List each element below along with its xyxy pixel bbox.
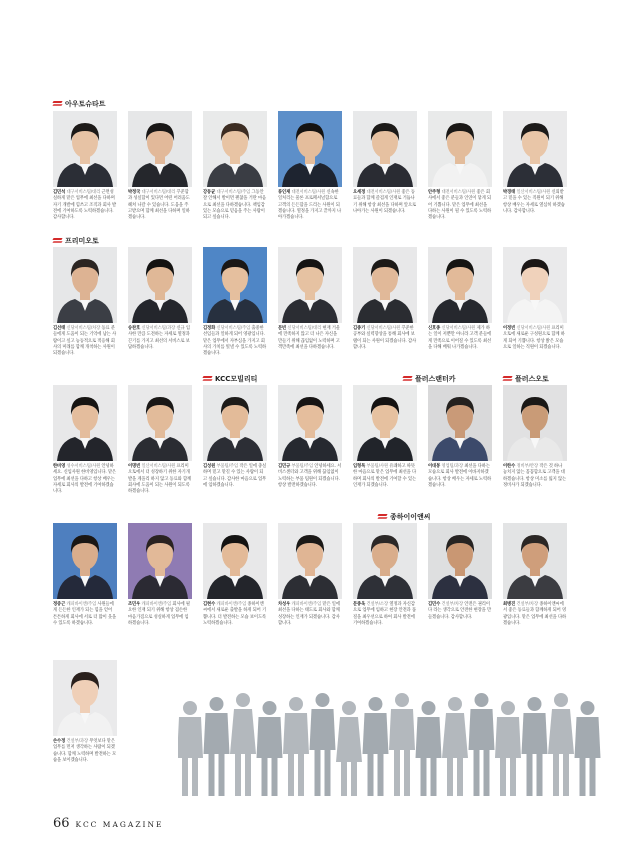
- staff-card: [278, 111, 342, 221]
- staff-photo: [503, 523, 567, 599]
- staff-caption: [503, 190, 567, 215]
- staff-caption: [128, 602, 192, 627]
- staff-role: 캐피바이앤/주임: [141, 602, 172, 607]
- staff-message: 제가 하는 일이 저뿐만 아니라 고객 분들에게 만족으로 이어질 수 있도록 최선을 다해 배워 나가겠습니다.: [428, 326, 492, 350]
- staff-photo: [203, 111, 267, 187]
- staff-card: [503, 247, 567, 351]
- person-silhouette: [363, 697, 389, 796]
- staff-photo: [503, 111, 567, 187]
- staff-photo: [278, 523, 342, 599]
- staff-name: 김민석: [53, 190, 66, 195]
- staff-card: [203, 385, 267, 489]
- company-logo-icon: [203, 376, 212, 382]
- staff-caption: [428, 190, 492, 221]
- staff-role: 영업팀/과장: [441, 464, 464, 469]
- staff-caption: [353, 326, 417, 351]
- section-header: [378, 511, 431, 523]
- person-silhouette: [442, 697, 468, 796]
- staff-name: 박정국: [128, 190, 141, 195]
- staff-caption: [353, 602, 417, 627]
- staff-caption: [428, 464, 492, 489]
- staff-role: 신당서비스팀/대리: [287, 326, 322, 331]
- staff-role: 건설부/차장: [516, 602, 539, 607]
- staff-caption: [278, 190, 342, 221]
- staff-photo: [128, 247, 192, 323]
- staff-caption: [53, 464, 117, 495]
- staff-role: 부품팀/사원: [366, 464, 389, 469]
- staff-photo: [53, 247, 117, 323]
- staff-message: 신규 입사한 만큼 도전하는 자세로 열정과 끈기를 가지고 최선의 서비스로 보답하겠습니다.: [128, 326, 190, 350]
- staff-name: 김정화: [203, 326, 216, 331]
- staff-role: 신당서비스팀/차장: [66, 326, 101, 331]
- section-title: KCC모빌리티: [215, 375, 258, 383]
- staff-caption: [353, 190, 417, 215]
- staff-caption: [353, 464, 417, 489]
- staff-caption: [53, 739, 117, 764]
- staff-name: 박경태: [503, 190, 516, 195]
- staff-name: 오세정: [353, 190, 366, 195]
- staff-photo: [128, 111, 192, 187]
- staff-message: 프리미오토에서 더 성장하기 위한 자기개발을 게을리 하지 않고 동료와 함께 회사에 도움이 되는 사원이 되도록 하겠습니다.: [128, 464, 192, 495]
- staff-card: [278, 247, 342, 351]
- staff-message: 꾸준한 공부와 실력향상을 통해 회사에 보탬이 되는 사원이 되겠습니다. 감사합니다.: [353, 326, 417, 350]
- staff-role: 정비부/반장: [516, 464, 539, 469]
- staff-card: [503, 111, 567, 215]
- page-footer: [53, 816, 164, 831]
- staff-name: 김민규: [278, 464, 291, 469]
- staff-card: [53, 111, 117, 221]
- staff-role: 일산서비스팀/사원: [516, 190, 551, 195]
- person-silhouette: [575, 701, 601, 796]
- staff-role: 부품팀/주임: [216, 464, 239, 469]
- staff-message: 프리미오토에 새로운 구성원으로 함께 하게 되어 기쁩니다. 항상 밝은 모습으로 일하는 직원이 되겠습니다.: [503, 326, 565, 350]
- company-logo-icon: [53, 101, 62, 107]
- staff-role: 신당서비스팀/사원: [516, 326, 551, 331]
- staff-name: 이정빈: [503, 326, 516, 331]
- staff-role: 캐피바이앤/주임: [291, 602, 322, 607]
- staff-name: 문빈: [278, 326, 287, 331]
- person-silhouette: [548, 693, 574, 796]
- staff-message: 사원들에게 든든한 인재가 되는 힘을 얻어 튼튼하게 회사에 서로 더 많이 웃을 수 있도록 하겠습니다.: [53, 602, 117, 626]
- person-silhouette: [230, 693, 256, 796]
- staff-card: [503, 523, 567, 627]
- staff-caption: [428, 602, 492, 621]
- staff-card: [353, 523, 417, 627]
- staff-role: 대구서비스팀/대리: [141, 190, 176, 195]
- section-title: 프리미오토: [65, 237, 99, 245]
- staff-photo: [428, 111, 492, 187]
- staff-message: 작은 일에 충실하며 믿고 맡길 수 있는 사람이 되고 싶습니다. 감사한 마음으로 업무에 임하겠습니다.: [203, 464, 267, 488]
- staff-photo: [203, 523, 267, 599]
- person-silhouette: [416, 701, 442, 796]
- staff-role: 신당서비스팀/사원: [366, 326, 401, 331]
- person-silhouette: [283, 697, 309, 796]
- staff-caption: [278, 602, 342, 627]
- staff-message: 좋은 동료들과 함께 즐겁게 인재로 거듭나기 위해 항상 최선을 다하며 앞으로 나아가는 사원이 되겠습니다.: [353, 190, 417, 214]
- staff-caption: [278, 326, 342, 351]
- staff-photo: [353, 247, 417, 323]
- person-silhouette: [522, 697, 548, 796]
- staff-card: [428, 523, 492, 621]
- staff-role: 건설부/과장: [66, 739, 89, 744]
- staff-caption: [503, 464, 567, 489]
- staff-photo: [353, 111, 417, 187]
- section-title: 종하이이앤씨: [390, 513, 431, 521]
- staff-card: [203, 247, 267, 357]
- staff-name: 정중근: [53, 602, 66, 607]
- staff-name: 조민우: [128, 602, 141, 607]
- staff-name: 한비영: [53, 464, 66, 469]
- staff-name: 이한수: [503, 464, 516, 469]
- person-silhouette: [204, 697, 230, 796]
- staff-photo: [278, 111, 342, 187]
- staff-name: 김성원: [203, 464, 216, 469]
- staff-caption: [128, 190, 192, 221]
- staff-name: 최병진: [503, 602, 516, 607]
- staff-message: 그동안 잘 안해서 발이면 괜찮을 거란 마음으로 최선을 다하겠습니다. 책임감 있는 모습으로 믿음을 주는 사람이 되고 싶습니다.: [203, 190, 267, 221]
- staff-photo: [53, 660, 117, 736]
- person-silhouette: [495, 701, 521, 796]
- staff-photo: [353, 385, 417, 461]
- staff-role: 대구서비스팀/대리: [66, 190, 101, 195]
- section-header: [403, 373, 456, 385]
- staff-name: 손수정: [53, 739, 66, 744]
- staff-name: 문종욱: [353, 602, 366, 607]
- business-people-silhouette-icon: [178, 686, 606, 798]
- section-header: [53, 235, 99, 247]
- staff-message: 근면성실하게 맡은 업무에 최선을 다하며 자기 개발에 힘쓰고 조직과 회사 발전에 기여하도록 노력하겠습니다. 감사합니다.: [53, 190, 117, 221]
- staff-role: 캐피바이앤/주임: [216, 602, 247, 607]
- staff-message: 현재 거울에 만족하지 않고 더 나은 자신을 만들기 위해 끊임없이 노력하며 고객만족에 최선을 다하겠습니다.: [278, 326, 340, 350]
- staff-photo: [203, 247, 267, 323]
- staff-name: 김현수: [203, 602, 216, 607]
- staff-role: 건설부/소장: [366, 602, 389, 607]
- staff-caption: [503, 326, 567, 351]
- person-silhouette: [178, 701, 203, 796]
- company-logo-icon: [378, 514, 387, 520]
- staff-photo: [278, 385, 342, 461]
- staff-photo: [203, 385, 267, 461]
- staff-role: 캐피바이앤/주임: [66, 602, 97, 607]
- staff-caption: [128, 326, 192, 351]
- staff-role: 대구서비스팀/주임: [216, 190, 251, 195]
- staff-name: 김민수: [428, 602, 441, 607]
- staff-card: [128, 247, 192, 351]
- staff-name: 김선태: [53, 326, 66, 331]
- staff-card: [128, 523, 192, 627]
- staff-message: 출중한 선임들과 일하게 되어 영광입니다. 맡은 업무에서 자부심을 가지고 회사의 가치를 빛낼 수 있도록 노력하겠습니다.: [203, 326, 267, 357]
- staff-card: [428, 111, 492, 221]
- staff-message: 안전은 권리이다 라는 생각으로 안전한 현장을 만들겠습니다. 감사합니다.: [428, 602, 492, 620]
- staff-message: 회사에 필요한 인재 되기 위해 항상 겸손한 마음가짐으로 성실하게 업무에 임하겠습니다.: [128, 602, 190, 626]
- staff-photo: [428, 385, 492, 461]
- staff-role: 건설부/차장: [441, 602, 464, 607]
- staff-name: 신호종: [428, 326, 441, 331]
- staff-name: 송찬호: [128, 326, 141, 331]
- staff-card: [278, 385, 342, 489]
- staff-message: 꾸준함과 성실함이 있다면 어떤 어려움도 헤쳐 나갈 수 있습니다. 도움을 주고받으며 함께 최선을 다하며 일하겠습니다.: [128, 190, 190, 221]
- staff-message: 안녕하세요. 신입사원 한비영입니다. 맡은 업무에 최선을 다하고 항상 배우는 자세로 회사의 발전에 기여하겠습니다.: [53, 464, 117, 495]
- staff-card: [53, 523, 117, 627]
- staff-role: 일산서비스팀/사원: [141, 464, 176, 469]
- staff-role: 신당서비스팀/주임: [216, 326, 251, 331]
- staff-card: [353, 247, 417, 351]
- staff-card: [128, 111, 192, 221]
- staff-message: 맡은 일에 최선을 다하는 태도로 회사와 함께 성장하는 인재가 되겠습니다. 감사합니다.: [278, 602, 340, 626]
- staff-name: 이대봉: [428, 464, 441, 469]
- company-logo-icon: [53, 238, 62, 244]
- staff-caption: [278, 464, 342, 489]
- staff-card: [353, 385, 417, 489]
- section-title: 플러스오토: [515, 375, 549, 383]
- staff-photo: [503, 247, 567, 323]
- staff-message: 최선을 다하는 모습으로 회사 발전에 이바지하겠습니다. 항상 배우는 자세로 노력하겠습니다.: [428, 464, 492, 488]
- company-logo-icon: [503, 376, 512, 382]
- staff-caption: [203, 326, 267, 357]
- person-silhouette: [336, 701, 362, 796]
- section-header: [203, 373, 257, 385]
- staff-caption: [53, 190, 117, 221]
- staff-card: [203, 111, 267, 221]
- staff-role: 부품팀/주임: [291, 464, 314, 469]
- staff-name: 안주형: [428, 190, 441, 195]
- section-title: 아우토슈타트: [65, 100, 106, 108]
- staff-card: [428, 385, 492, 489]
- staff-caption: [128, 464, 192, 495]
- staff-photo: [428, 247, 492, 323]
- section-title: 플러스랜터카: [415, 375, 456, 383]
- person-silhouette: [310, 693, 336, 796]
- staff-photo: [278, 247, 342, 323]
- staff-caption: [503, 602, 567, 627]
- staff-message: 유쾌하고 따뜻한 마음으로 맡은 업무에 최선을 다하며 회사의 발전에 기여할 수 있는 인재가 되겠습니다.: [353, 464, 417, 488]
- staff-message: 좋은 회사에서 좋은 분들과 인연이 닿게 되어 기쁩니다. 맡은 업무에 최선을 다하는 사원이 될 수 있도록 노력하겠습니다.: [428, 190, 492, 221]
- staff-message: 무엇보다 맡은 업무를 먼저 생각하는 사람이 되겠습니다. 함께 노력하며 발전하는 모습을 보이겠습니다.: [53, 739, 117, 763]
- staff-card: [503, 385, 567, 489]
- staff-photo: [128, 523, 192, 599]
- staff-photo: [503, 385, 567, 461]
- staff-card: [128, 385, 192, 495]
- staff-name: 차성우: [278, 602, 291, 607]
- staff-card: [353, 111, 417, 215]
- staff-message: 종하이앤씨에서 좋은 동료들과 함께하게 되어 영광입니다. 맡은 업무에 최선을 다하겠습니다.: [503, 602, 567, 626]
- staff-caption: [428, 326, 492, 351]
- staff-caption: [203, 464, 267, 489]
- staff-message: 작은 것 하나 놓치지 않는 꼼꼼함으로 고객을 대하겠습니다. 항상 미소를 잃지 않는 정비사가 되겠습니다.: [503, 464, 567, 488]
- person-silhouette: [469, 693, 495, 796]
- person-silhouette: [257, 701, 283, 796]
- staff-name: 류인재: [278, 190, 291, 195]
- staff-caption: [53, 602, 117, 627]
- staff-message: 안녕하세요. 서비스센터와 고객을 위해 끊임없이 노력하는 부품 팀원이 되겠습니다. 항상 발전하겠습니다.: [278, 464, 342, 488]
- staff-card: [53, 385, 117, 495]
- staff-name: 강동균: [203, 190, 216, 195]
- staff-message: 동료 분들에게 도움이 되는 기억에 남는 사람이고 싶고 능동적으로 적응해 회사의 미래를 함께 개척하는 사원이 되겠습니다.: [53, 326, 117, 357]
- staff-name: 김종기: [353, 326, 366, 331]
- staff-photo: [53, 523, 117, 599]
- person-silhouette: [389, 693, 415, 796]
- magazine-name: KCC MAGAZINE: [75, 820, 164, 829]
- staff-name: 이명빈: [128, 464, 141, 469]
- staff-card: [428, 247, 492, 351]
- staff-message: 열정과 자신감으로 업무에 임하고 현장 안전과 품질을 최우선으로 하여 회사 발전에 기여하겠습니다.: [353, 602, 417, 626]
- staff-card: [203, 523, 267, 627]
- section-header: [503, 373, 549, 385]
- staff-card: [53, 247, 117, 357]
- staff-role: 대전서비스팀/사원: [441, 190, 476, 195]
- page-number: 66: [53, 816, 70, 831]
- company-logo-icon: [403, 376, 412, 382]
- staff-role: 대전서비스팀/사원: [366, 190, 401, 195]
- staff-message: 신속한 일처리는 물론 프로페셔널함으로 고객의 든든함을 드리는 사원이 되겠습니다. 열정을 가지고 끝까지 나아가겠습니다.: [278, 190, 342, 221]
- staff-photo: [53, 385, 117, 461]
- staff-caption: [203, 602, 267, 627]
- staff-role: 성수서비스팀/사원: [66, 464, 101, 469]
- staff-caption: [53, 326, 117, 357]
- staff-card: [278, 523, 342, 627]
- staff-photo: [128, 385, 192, 461]
- staff-role: 신당서비스팀/사원: [441, 326, 476, 331]
- staff-message: 종하이앤씨에서 새로운 출발을 하게 되어 기쁩니다. 더 발전하는 모습 보이도록 노력하겠습니다.: [203, 602, 267, 626]
- staff-name: 임형묵: [353, 464, 366, 469]
- staff-photo: [53, 111, 117, 187]
- staff-card: [53, 660, 117, 764]
- section-header: [53, 98, 106, 110]
- staff-role: 대전서비스팀/사원: [291, 190, 326, 195]
- staff-photo: [428, 523, 492, 599]
- staff-photo: [353, 523, 417, 599]
- staff-message: 신뢰받고 믿을 수 있는 직원이 되기 위해 항상 배우는 자세로 열심히 하겠습니다. 감사합니다.: [503, 190, 565, 214]
- staff-role: 신당서비스팀/과장: [141, 326, 176, 331]
- staff-caption: [203, 190, 267, 221]
